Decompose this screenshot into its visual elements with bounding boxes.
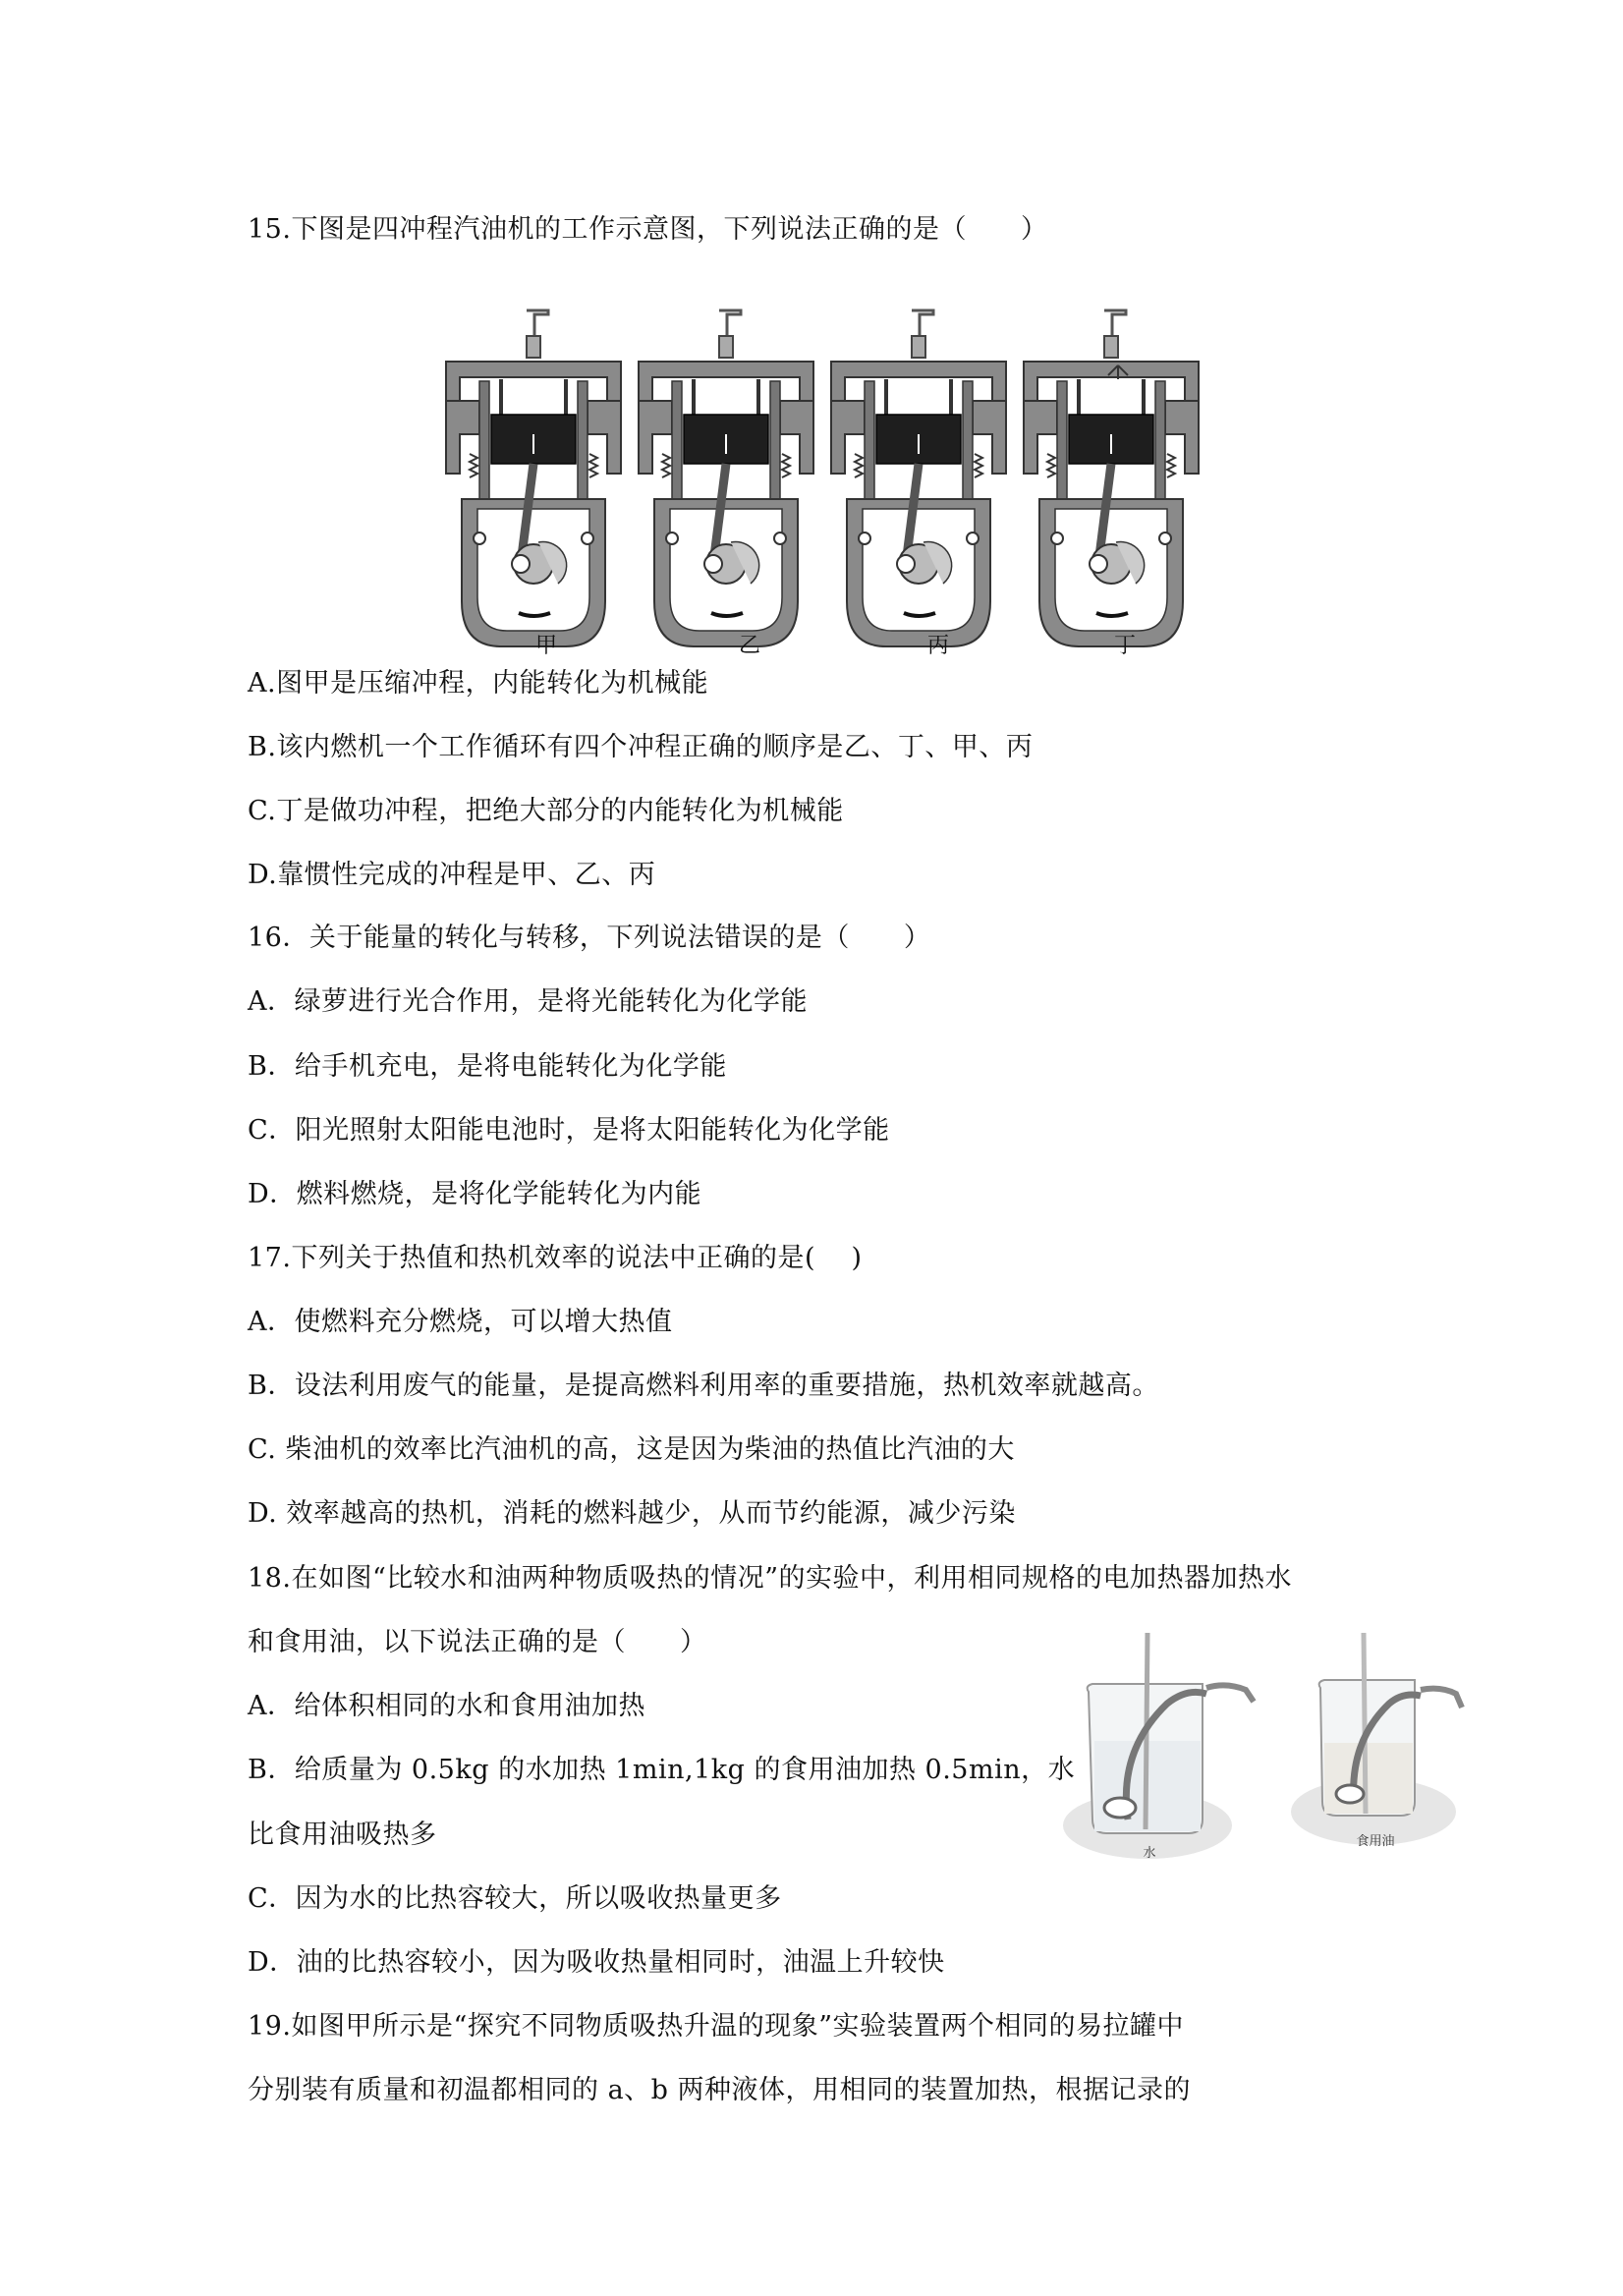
q18-stem-line1: 18.在如图“比较水和油两种物质吸热的情况”的实验中，利用相同规格的电加热器加热水 (248, 1563, 1293, 1594)
oil-beaker (1319, 1633, 1462, 1816)
q18-option-b: B．给质量为 0.5kg 的水加热 1min,1kg 的食用油加热 0.5min，水 (248, 1755, 1076, 1785)
q16-option-c: C．阳光照射太阳能电池时，是将太阳能转化为化学能 (248, 1115, 890, 1146)
q16-option-a: A．绿萝进行光合作用，是将光能转化为化学能 (248, 986, 808, 1017)
q16-option-b: B．给手机充电，是将电能转化为化学能 (248, 1051, 727, 1082)
engine-label-bing: 丙 (926, 634, 949, 658)
q18-option-a: A．给体积相同的水和食用油加热 (248, 1691, 645, 1721)
q18-option-d: D．油的比热容较小，因为吸收热量相同时，油温上升较快 (248, 1947, 945, 1978)
engine-label-yi: 乙 (738, 634, 760, 658)
engine-jia (446, 310, 621, 646)
q18-stem-line2: 和食用油，以下说法正确的是（ ） (248, 1627, 707, 1657)
q19-line1: 19.如图甲所示是“探究不同物质吸热升温的现象”实验装置两个相同的易拉罐中 (248, 2011, 1185, 2042)
q17-option-d: D. 效率越高的热机，消耗的燃料越少，从而节约能源，减少污染 (248, 1498, 1016, 1529)
q17-option-c: C. 柴油机的效率比汽油机的高，这是因为柴油的热值比汽油的大 (248, 1434, 1015, 1465)
water-beaker (1088, 1633, 1254, 1833)
q17-option-a: A．使燃料充分燃烧，可以增大热值 (248, 1307, 673, 1337)
engine-bing (831, 310, 1006, 646)
engine-ding (1024, 310, 1199, 646)
water-caption: 水 (1143, 1846, 1156, 1861)
q19-line2: 分别装有质量和初温都相同的 a、b 两种液体，用相同的装置加热，根据记录的 (248, 2075, 1192, 2105)
q17-option-b: B．设法利用废气的能量，是提高燃料利用率的重要措施，热机效率就越高。 (248, 1371, 1159, 1401)
engine-yi (639, 310, 813, 646)
q17-stem: 17.下列关于热值和热机效率的说法中正确的是( ) (248, 1243, 863, 1273)
q15-stem: 15.下图是四冲程汽油机的工作示意图，下列说法正确的是（ ） (248, 214, 1048, 245)
oil-caption: 食用油 (1356, 1834, 1395, 1849)
q16-option-d: D．燃料燃烧，是将化学能转化为内能 (248, 1179, 702, 1209)
engine-label-ding: 丁 (1113, 634, 1136, 658)
q15-option-b: B.该内燃机一个工作循环有四个冲程正确的顺序是乙、丁、甲、丙 (248, 732, 1034, 762)
four-stroke-engine-diagram (440, 307, 1206, 660)
engine-label-jia: 甲 (534, 634, 557, 658)
beaker-heating-figure (1059, 1633, 1507, 1869)
q16-stem: 16．关于能量的转化与转移，下列说法错误的是（ ） (248, 923, 931, 953)
q15-option-c: C.丁是做功冲程，把绝大部分的内能转化为机械能 (248, 796, 844, 826)
q18-option-b-cont: 比食用油吸热多 (248, 1820, 437, 1850)
q15-option-d: D.靠惯性完成的冲程是甲、乙、丙 (248, 860, 656, 890)
q18-option-c: C．因为水的比热容较大，所以吸收热量更多 (248, 1883, 782, 1914)
q15-option-a: A.图甲是压缩冲程，内能转化为机械能 (248, 668, 709, 699)
